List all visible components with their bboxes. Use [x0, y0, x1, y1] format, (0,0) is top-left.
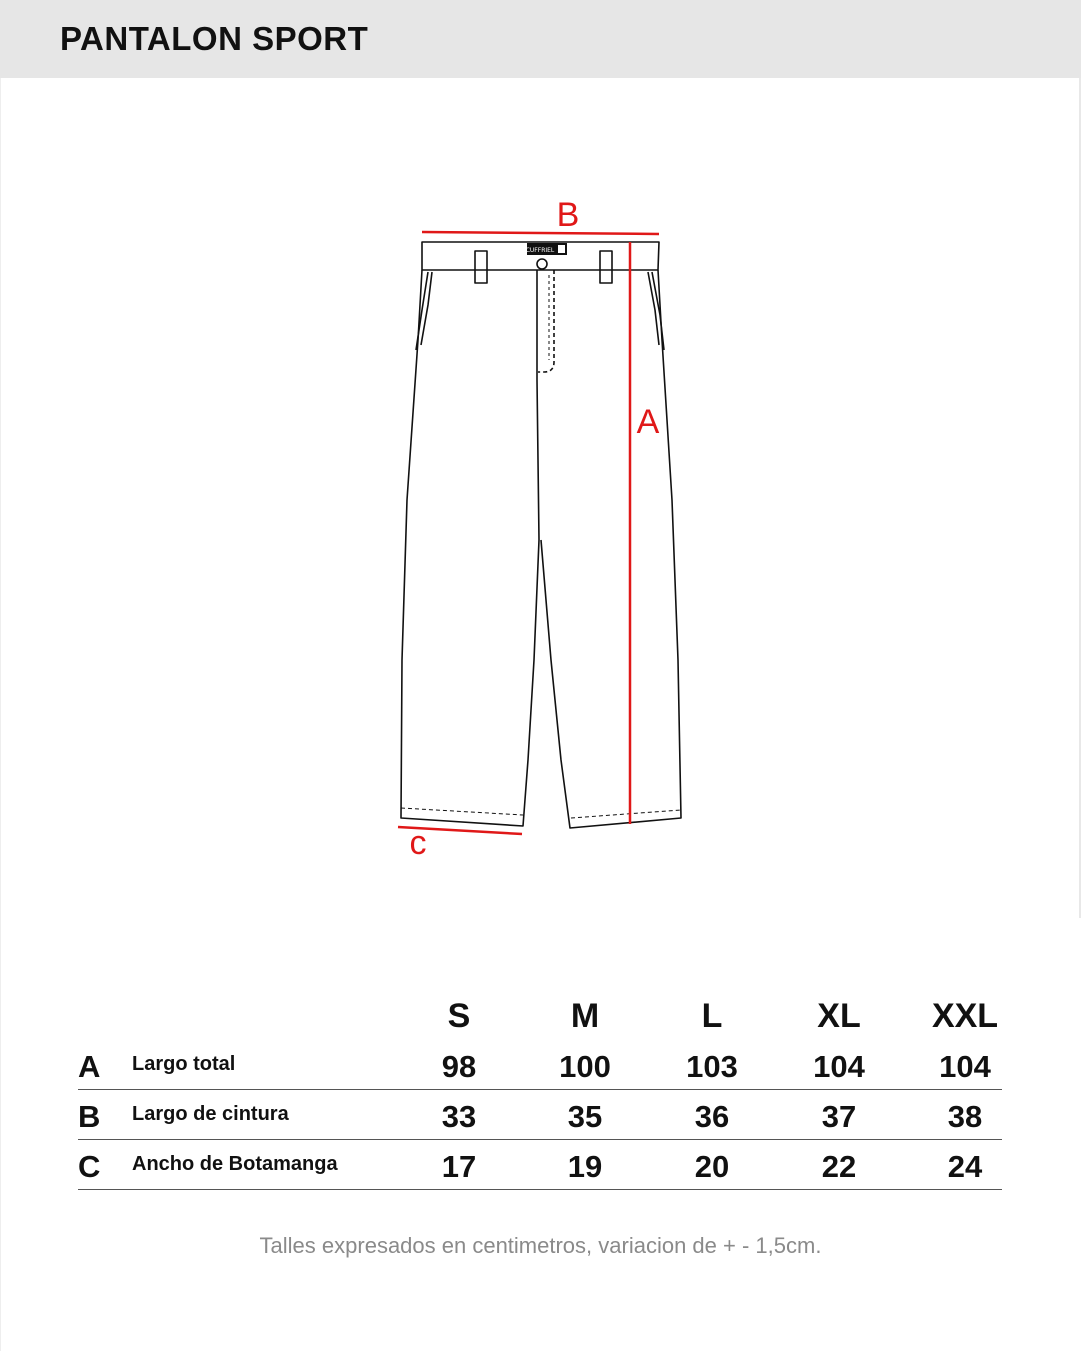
- page-title: PANTALON SPORT: [60, 20, 369, 57]
- table-cell: 24: [947, 1149, 983, 1184]
- size-header: XL: [817, 997, 861, 1035]
- table-cell: 19: [567, 1149, 603, 1184]
- footnote: Talles expresados en centimetros, variacion de + - 1,5cm.: [259, 1233, 822, 1258]
- measure-line-b: [422, 232, 659, 234]
- table-cell: 104: [939, 1049, 991, 1084]
- size-table: [78, 990, 1002, 1190]
- table-row: [78, 1090, 1002, 1140]
- row-letter: A: [78, 1049, 101, 1084]
- table-cell: 35: [567, 1099, 603, 1134]
- table-cell: 104: [813, 1049, 865, 1084]
- table-cell: 22: [821, 1149, 857, 1184]
- row-label: Ancho de Botamanga: [132, 1153, 338, 1175]
- size-header: XXL: [931, 997, 999, 1035]
- size-header: M: [570, 997, 600, 1035]
- size-header: L: [701, 997, 723, 1035]
- row-letter: B: [78, 1099, 101, 1134]
- table-cell: 37: [821, 1099, 857, 1134]
- table-cell: 20: [694, 1149, 730, 1184]
- table-cell: 103: [686, 1049, 738, 1084]
- table-cell: 36: [694, 1099, 730, 1134]
- label-a: A: [636, 403, 660, 441]
- table-row: [78, 1140, 1002, 1190]
- table-cell: 98: [441, 1049, 477, 1084]
- table-row: [78, 1040, 1002, 1090]
- svg-text:CUFFRIEL: CUFFRIEL: [525, 247, 555, 254]
- size-header: S: [447, 997, 471, 1035]
- label-b: B: [556, 196, 580, 234]
- table-cell: 100: [559, 1049, 611, 1084]
- table-cell: 33: [441, 1099, 477, 1134]
- table-cell: 38: [947, 1099, 983, 1134]
- pants-outline: [401, 242, 681, 828]
- brand-tag: [526, 243, 567, 255]
- row-label: Largo de cintura: [132, 1103, 289, 1125]
- row-letter: C: [78, 1149, 101, 1184]
- label-c: c: [409, 824, 427, 862]
- table-cell: 17: [441, 1149, 477, 1184]
- row-label: Largo total: [132, 1053, 236, 1075]
- size-header-row: [78, 990, 1002, 1040]
